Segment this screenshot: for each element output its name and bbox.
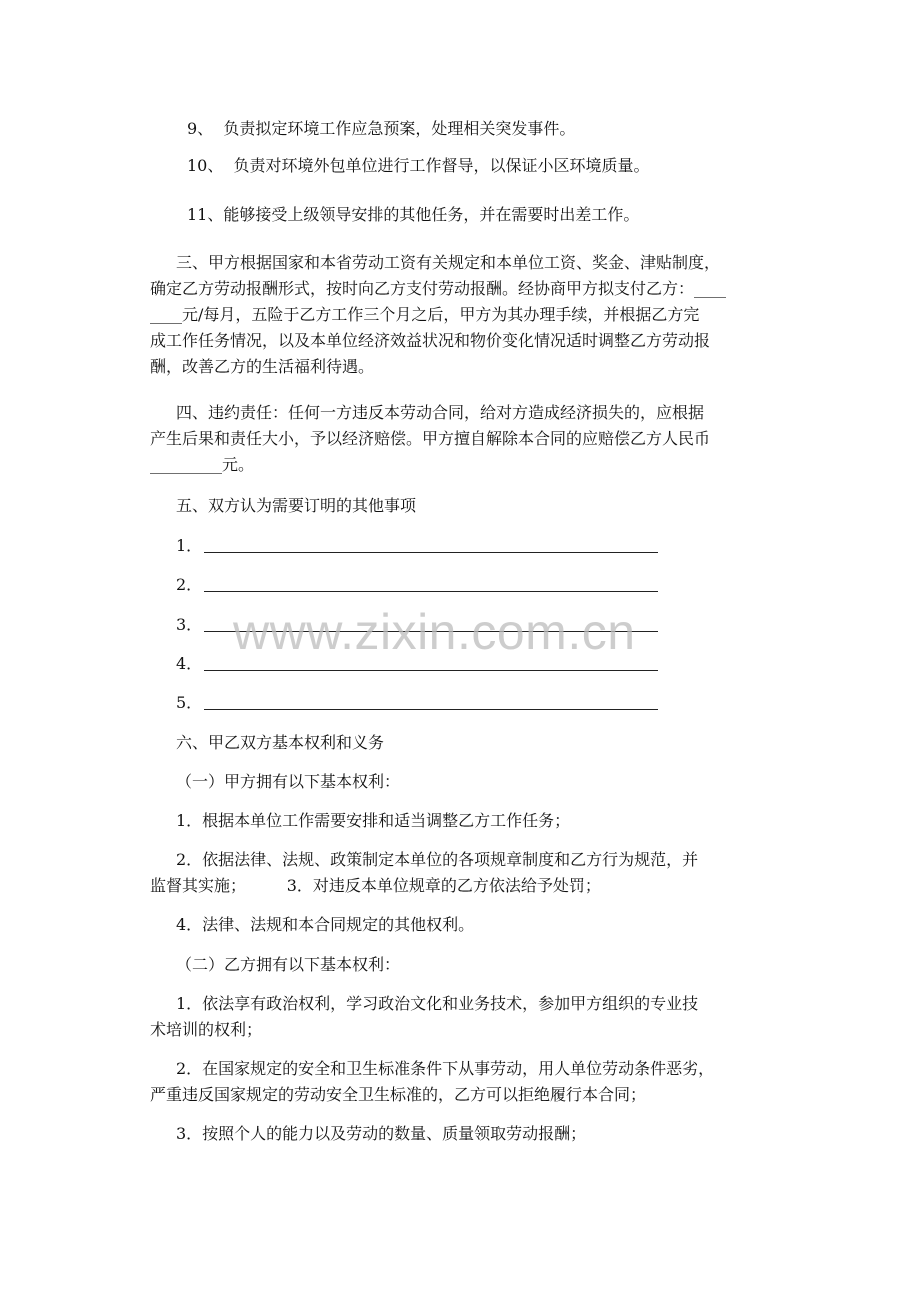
party-a-rights-title: （一）甲方拥有以下基本权利： [176,772,401,791]
blank-item-2-label: 2． [176,575,203,594]
section-4-line-1: 四、违约责任：任何一方违反本劳动合同，给对方造成经济损失的，应根据 [176,403,705,422]
item-9: 9、 负责拟定环境工作应急预案，处理相关突发事件。 [187,119,576,138]
blank-item-5-line [204,709,658,710]
blank-item-5-label: 5． [176,693,203,712]
party-a-right-4: 4．法律、法规和本合同规定的其他权利。 [176,915,475,934]
section-4-line-2: 产生后果和责任大小，予以经济赔偿。甲方擅自解除本合同的应赔偿乙方人民币 [150,429,711,448]
item-10: 10、 负责对环境外包单位进行工作督导，以保证小区环境质量。 [187,156,650,175]
section-3-line-5: 酬，改善乙方的生活福利待遇。 [150,357,375,376]
party-b-right-2-line-1: 2．在国家规定的安全和卫生标准条件下从事劳动，用人单位劳动条件恶劣， [176,1059,715,1078]
section-3-line-4: 成工作任务情况，以及本单位经济效益状况和物价变化情况适时调整乙方劳动报 [150,331,711,350]
section-3-line-2: 确定乙方劳动报酬形式，按时向乙方支付劳动报酬。经协商甲方拟支付乙方：____ [150,279,727,298]
party-b-right-3: 3．按照个人的能力以及劳动的数量、质量领取劳动报酬； [176,1124,587,1143]
blank-item-2-line [204,591,658,592]
blank-item-4-line [204,670,658,671]
blank-item-3-label: 3． [176,615,203,634]
section-6-title: 六、甲乙双方基本权利和义务 [176,733,385,752]
party-b-right-2-line-2: 严重违反国家规定的劳动安全卫生标准的，乙方可以拒绝履行本合同； [150,1085,647,1104]
section-5-title: 五、双方认为需要订明的其他事项 [176,496,417,515]
party-a-right-2-line-2: 监督其实施； 3．对违反本单位规章的乙方依法给予处罚； [150,876,601,895]
blank-item-4-label: 4． [176,654,203,673]
blank-item-1-line [204,552,658,553]
section-4-line-3: _________元。 [150,455,255,474]
watermark-text: www.zixin.com.cn [233,604,636,660]
section-3-line-3: ____元/每月，五险于乙方工作三个月之后，甲方为其办理手续，并根据乙方完 [150,305,700,324]
blank-item-1-label: 1． [176,536,203,555]
party-b-right-1-line-1: 1．依法享有政治权利，学习政治文化和业务技术，参加甲方组织的专业技 [176,994,699,1013]
party-b-right-1-line-2: 术培训的权利； [150,1020,263,1039]
party-b-rights-title: （二）乙方拥有以下基本权利： [176,955,401,974]
item-11: 11、能够接受上级领导安排的其他任务，并在需要时出差工作。 [187,205,640,224]
section-3-line-1: 三、甲方根据国家和本省劳动工资有关规定和本单位工资、奖金、津贴制度， [176,253,721,272]
party-a-right-1: 1．根据本单位工作需要安排和适当调整乙方工作任务； [176,811,571,830]
party-a-right-2-line-1: 2．依据法律、法规、政策制定本单位的各项规章制度和乙方行为规范，并 [176,850,699,869]
